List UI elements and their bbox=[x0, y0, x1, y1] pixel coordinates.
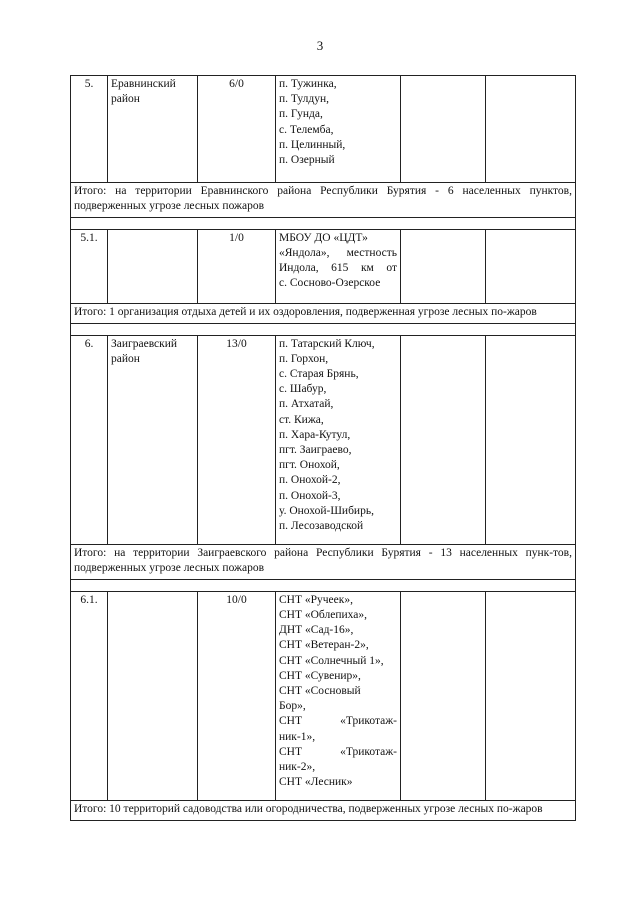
spacer-row bbox=[71, 323, 576, 335]
place-line: ник-2», bbox=[279, 760, 316, 773]
place-line: с. Сосново-Озерское bbox=[279, 277, 381, 290]
table-row bbox=[71, 335, 576, 545]
row-number-cell: 6. bbox=[71, 335, 108, 545]
place-line: СНТ «Лесник» bbox=[279, 776, 353, 789]
summary-row bbox=[71, 304, 576, 323]
place-line: с. Шабур, bbox=[279, 383, 327, 396]
place-line: у. Онохой-Шибирь, bbox=[279, 504, 374, 517]
summary-row bbox=[71, 801, 576, 820]
place-spacer bbox=[279, 534, 397, 542]
place-line: с. Старая Брянь, bbox=[279, 368, 359, 381]
district-cell bbox=[108, 229, 198, 304]
district-line: Заиграевский bbox=[111, 337, 178, 350]
empty-cell bbox=[401, 76, 486, 183]
district-line: район bbox=[111, 352, 140, 365]
place-line: п. Лесозаводской bbox=[279, 520, 364, 533]
district-line: Еравнинский bbox=[111, 78, 176, 90]
place-line: п. Татарский Ключ, bbox=[279, 337, 375, 350]
empty-cell bbox=[486, 76, 576, 183]
empty-cell bbox=[401, 591, 486, 801]
district-line: район bbox=[111, 93, 140, 106]
place-line: ник-1», bbox=[279, 730, 316, 743]
district-cell bbox=[108, 335, 198, 545]
table-row bbox=[71, 229, 576, 304]
summary-cell: Итого: на территории Заиграевского района Республики Бурятия - 13 населенных пунк-тов, подверженных угрозе лесных пожаров bbox=[71, 545, 576, 579]
place-line: СНТ «Облепиха», bbox=[279, 608, 367, 621]
place-line: «Яндола», местность bbox=[279, 246, 397, 259]
place-line: п. Онохой-3, bbox=[279, 489, 341, 502]
place-line: п. Онохой-2, bbox=[279, 474, 341, 487]
place-line: Бор», bbox=[279, 700, 306, 713]
settlements-table bbox=[70, 75, 576, 821]
row-number-cell: 6.1. bbox=[71, 591, 108, 801]
empty-cell bbox=[401, 229, 486, 304]
place-line: п. Целинный, bbox=[279, 138, 346, 151]
place-line: СНТ «Трикотаж- bbox=[279, 715, 397, 728]
place-line: с. Телемба, bbox=[279, 123, 334, 136]
place-line: пгт. Заиграево, bbox=[279, 444, 352, 457]
district-cell bbox=[108, 76, 198, 183]
place-line: ст. Кижа, bbox=[279, 413, 324, 426]
places-cell bbox=[276, 229, 401, 304]
table-row bbox=[71, 76, 576, 183]
place-line: СНТ «Ручеек», bbox=[279, 593, 353, 606]
row-number-cell: 5. bbox=[71, 76, 108, 183]
place-line: п. Хара-Кутул, bbox=[279, 428, 351, 441]
place-line: п. Тужинка, bbox=[279, 78, 337, 90]
place-line: СНТ «Солнечный 1», bbox=[279, 654, 384, 667]
place-line: СНТ «Трикотаж- bbox=[279, 745, 397, 758]
empty-cell bbox=[401, 335, 486, 545]
page-number: 3 bbox=[316, 38, 324, 53]
empty-cell bbox=[486, 335, 576, 545]
summary-row bbox=[71, 545, 576, 579]
place-line: п. Гунда, bbox=[279, 108, 323, 121]
place-line: п. Атхатай, bbox=[279, 398, 334, 411]
place-line: СНТ «Сувенир», bbox=[279, 669, 361, 682]
place-line: п. Озерный bbox=[279, 154, 335, 167]
district-cell bbox=[108, 591, 198, 801]
row-number-cell: 5.1. bbox=[71, 229, 108, 304]
table-row bbox=[71, 591, 576, 801]
place-line: МБОУ ДО «ЦДТ» bbox=[279, 231, 368, 244]
empty-cell bbox=[486, 591, 576, 801]
summary-cell: Итого: на территории Еравнинского района Республики Бурятия - 6 населенных пунктов, подверженных угрозе лесных пожаров bbox=[71, 183, 576, 217]
count-cell: 6/0 bbox=[198, 76, 276, 183]
empty-cell bbox=[486, 229, 576, 304]
place-line: СНТ «Ветеран-2», bbox=[279, 639, 369, 652]
summary-cell: Итого: 1 организация отдыха детей и их оздоровления, подверженная угрозе лесных по-жаров bbox=[71, 304, 576, 323]
places-cell bbox=[276, 335, 401, 545]
place-line: пгт. Онохой, bbox=[279, 459, 340, 472]
summary-cell: Итого: 10 территорий садоводства или огородничества, подверженных угрозе лесных по-жаров bbox=[71, 801, 576, 820]
spacer-row bbox=[71, 217, 576, 229]
place-spacer bbox=[279, 168, 397, 180]
place-spacer bbox=[279, 790, 397, 798]
place-line: ДНТ «Сад-16», bbox=[279, 624, 354, 637]
place-line: Индола, 615 км от bbox=[279, 262, 397, 275]
place-line: СНТ «Сосновый bbox=[279, 684, 361, 697]
place-spacer bbox=[279, 291, 397, 301]
count-cell: 13/0 bbox=[198, 335, 276, 545]
place-line: п. Горхон, bbox=[279, 352, 329, 365]
count-cell: 10/0 bbox=[198, 591, 276, 801]
count-cell: 1/0 bbox=[198, 229, 276, 304]
place-line: п. Тулдун, bbox=[279, 93, 329, 106]
summary-row bbox=[71, 183, 576, 217]
spacer-row bbox=[71, 579, 576, 591]
places-cell bbox=[276, 76, 401, 183]
places-cell bbox=[276, 591, 401, 801]
